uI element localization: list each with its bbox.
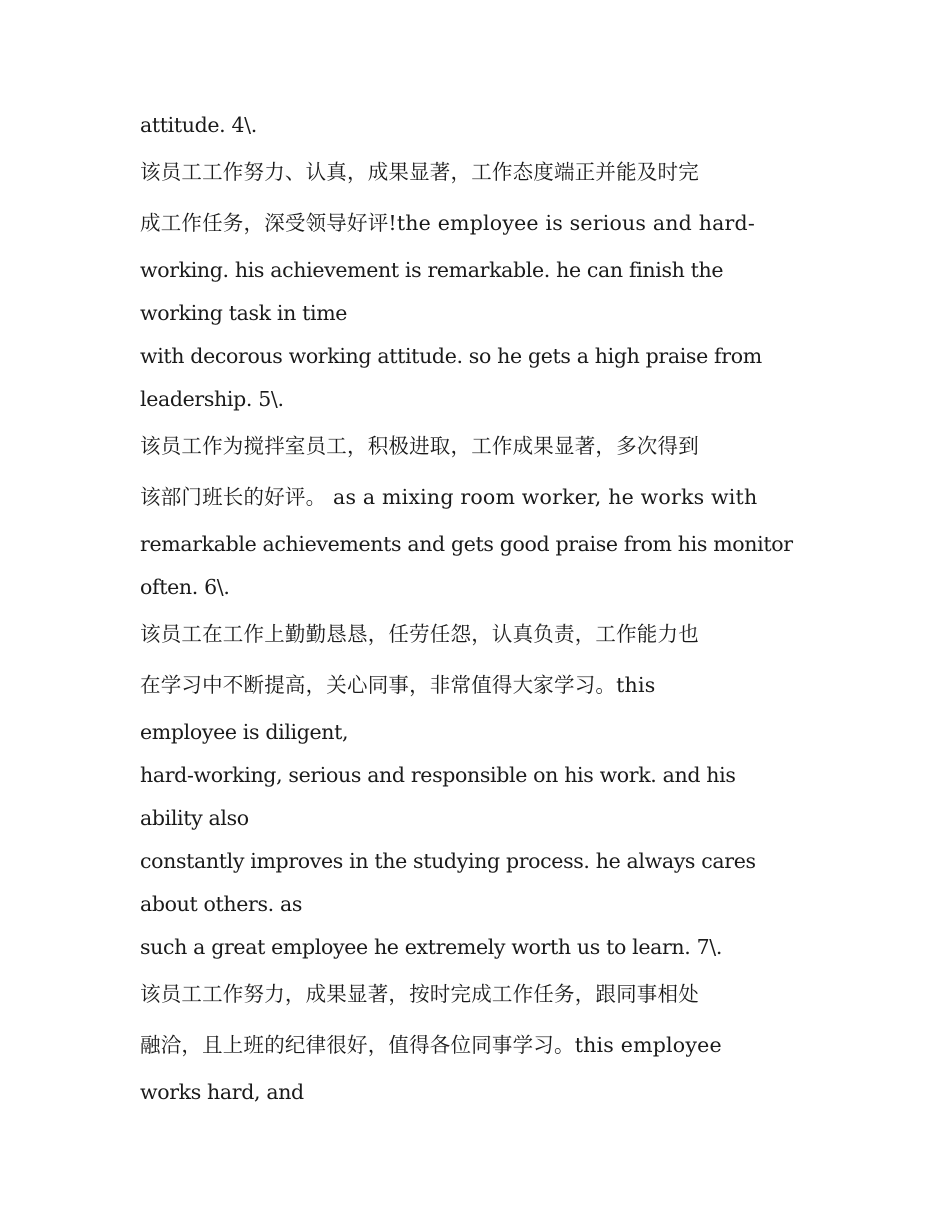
text-line: 该员工工作努力、认真，成果显著，工作态度端正并能及时完 [140, 160, 699, 184]
text-line: hard-working, serious and responsible on his work. and his [140, 763, 736, 787]
text-line: attitude. 4\. [140, 113, 257, 137]
text-line: often. 6\. [140, 575, 230, 599]
text-line: 该员工作为搅拌室员工，积极进取，工作成果显著，多次得到 [140, 434, 699, 458]
text-line: 在学习中不断提高，关心同事，非常值得大家学习。this [140, 673, 656, 697]
document-body [140, 104, 820, 1114]
text-line: 融洽，且上班的纪律很好，值得各位同事学习。this employee [140, 1033, 722, 1057]
text-line: works hard, and [140, 1080, 304, 1104]
text-line: 成工作任务，深受领导好评!the employee is serious and hard- [140, 211, 756, 235]
text-line: 该部门班长的好评。 as a mixing room worker, he works with [140, 485, 758, 509]
text-line: employee is diligent, [140, 720, 349, 744]
text-line: constantly improves in the studying process. he always cares [140, 849, 756, 873]
text-line: ability also [140, 806, 249, 830]
text-line: 该员工在工作上勤勤恳恳，任劳任怨，认真负责，工作能力也 [140, 622, 699, 646]
text-line: working. his achievement is remarkable. he can finish the [140, 258, 724, 282]
text-line: remarkable achievements and gets good praise from his monitor [140, 532, 793, 556]
text-line: 该员工工作努力，成果显著，按时完成工作任务，跟同事相处 [140, 982, 699, 1006]
text-line: about others. as [140, 892, 303, 916]
text-line: leadership. 5\. [140, 387, 284, 411]
text-line: working task in time [140, 301, 348, 325]
text-line: such a great employee he extremely worth us to learn. 7\. [140, 935, 723, 959]
text-line: with decorous working attitude. so he gets a high praise from [140, 344, 762, 368]
